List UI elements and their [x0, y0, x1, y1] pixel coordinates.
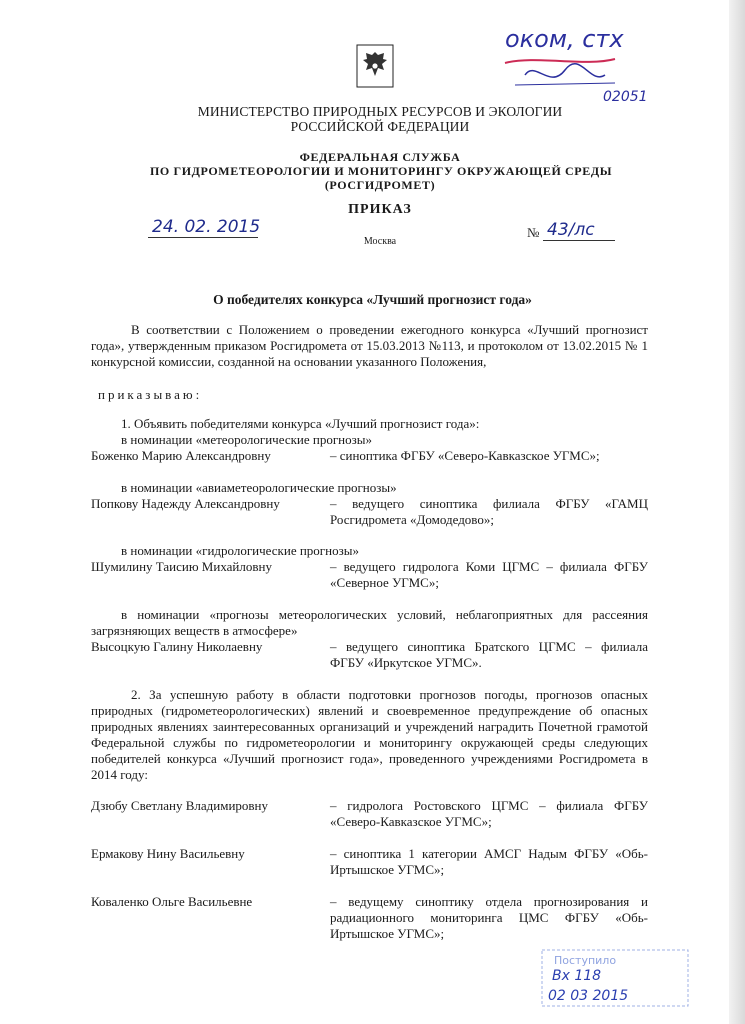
service-line-2: ПО ГИДРОМЕТЕОРОЛОГИИ И МОНИТОРИНГУ ОКРУЖАЮЩЕЙ СРЕДЫ: [150, 164, 613, 178]
winner-position: – ведущего гидролога Коми ЦГМС – филиала ФГБУ «Северное УГМС»;: [330, 559, 648, 590]
nomination-label: в номинации «прогнозы метеорологических условий, неблагоприятных для рассеяния загрязняющих веществ в атмосфере»: [91, 607, 648, 638]
order-number: 43/лс: [547, 220, 595, 240]
order-title: О победителях конкурса «Лучший прогнозист года»: [213, 292, 532, 307]
item1-heading: 1. Объявить победителями конкурса «Лучший прогнозист года»:: [121, 416, 480, 431]
annotation-number: 02051: [603, 89, 648, 105]
coat-of-arms-icon: [356, 44, 394, 88]
winner-position: – ведущего синоптика Братского ЦГМС – филиала ФГБУ «Иркутское УГМС».: [330, 639, 648, 670]
order-date: 24. 02. 2015: [152, 217, 261, 237]
number-underline: [543, 240, 615, 241]
winner-name: Шумилину Таисию Михайловну: [91, 559, 272, 574]
annotation-note: оком, стх: [505, 25, 624, 53]
winner-position: – ведущего синоптика филиала ФГБУ «ГАМЦ Росгидромета «Домодедово»;: [330, 496, 648, 527]
handwritten-annotation-icon: [495, 15, 695, 110]
service-line-3: (РОСГИДРОМЕТ): [324, 178, 436, 192]
awardee-position: – синоптика 1 категории АМСГ Надым ФГБУ «Обь-Иртышское УГМС»;: [330, 846, 648, 877]
document-type: ПРИКАЗ: [348, 202, 412, 217]
stamp-number: Вх 118: [552, 968, 602, 984]
nomination-label: в номинации «метеорологические прогнозы»: [121, 432, 372, 447]
ministry-name: [150, 104, 610, 134]
service-line-1: ФЕДЕРАЛЬНАЯ СЛУЖБА: [299, 150, 461, 164]
awardee-name: Дзюбу Светлану Владимировну: [91, 798, 269, 813]
winner-name: Боженко Марию Александровну: [91, 448, 271, 463]
incoming-stamp-icon: [540, 948, 690, 1008]
nomination-label: в номинации «гидрологические прогнозы»: [121, 543, 359, 558]
awardee-name: Коваленко Ольге Васильевне: [91, 894, 253, 909]
page-edge-shadow: [729, 0, 745, 1024]
intro-paragraph: В соответствии с Положением о проведении ежегодного конкурса «Лучший прогнозист года», утвержденным приказом Росгидромета от 15.03.2013 №113, и протоколом от 13.02.2015 № 1 конкурсной комиссии, созданной на основании указанного Положения,: [91, 322, 648, 369]
number-label: №: [527, 225, 540, 240]
item2-paragraph: 2. За успешную работу в области подготовки прогнозов погоды, прогнозов опасных природных (гидрометеорологических) явлений и своевременное предупреждение об опасных природных явлениях заинтересованных организаций и учреждений наградить Почетной грамотой Федеральной службы по гидрометеорологии и мониторингу окружающей среды следующих победителей конкурса «Лучший прогнозист года», проведенного учреждениями Росгидромета в 2014 году:: [91, 687, 648, 782]
stamp-date: 02 03 2015: [548, 988, 629, 1004]
stamp-label: Поступило: [554, 954, 617, 967]
city: Москва: [363, 236, 397, 247]
winner-name: Высоцкую Галину Николаевну: [91, 639, 263, 654]
awardee-name: Ермакову Нину Васильевну: [91, 846, 245, 861]
winner-name: Попкову Надежду Александровну: [91, 496, 280, 511]
service-name: [150, 150, 613, 192]
awardee-position: – гидролога Ростовского ЦГМС – филиала ФГБУ «Северо-Кавказское УГМС»;: [330, 798, 648, 829]
awardee-position: – ведущему синоптику отдела прогнозирования и радиационного мониторинга ЦМС ФГБУ «Обь-Иртышское УГМС»;: [330, 894, 648, 941]
ministry-line-1: МИНИСТЕРСТВО ПРИРОДНЫХ РЕСУРСОВ И ЭКОЛОГИИ: [197, 104, 563, 119]
ministry-line-2: РОССИЙСКОЙ ФЕДЕРАЦИИ: [290, 119, 470, 134]
order-word: приказываю:: [98, 387, 203, 402]
winner-position: – синоптика ФГБУ «Северо-Кавказское УГМС»;: [330, 448, 600, 463]
nomination-label: в номинации «авиаметеорологические прогнозы»: [121, 480, 397, 495]
